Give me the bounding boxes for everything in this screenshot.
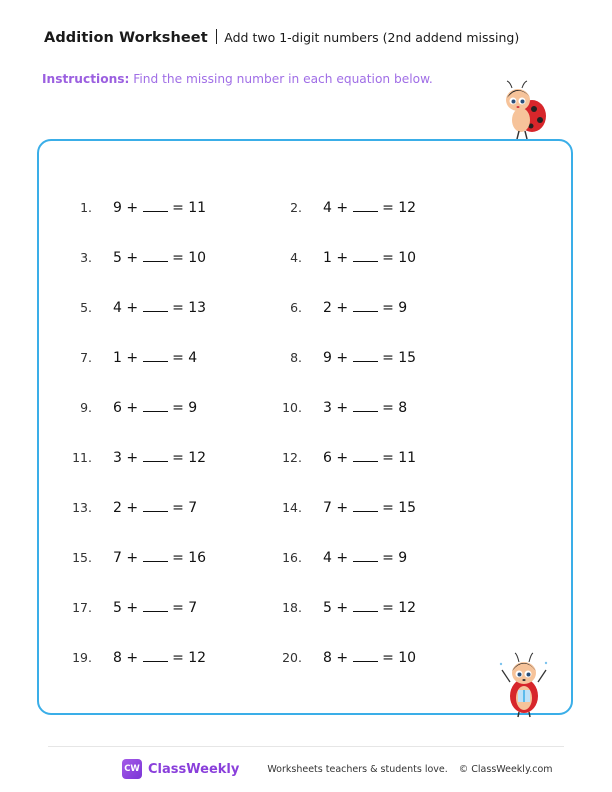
answer-blank[interactable] bbox=[143, 249, 168, 262]
answer-blank[interactable] bbox=[143, 599, 168, 612]
first-addend: 4 + bbox=[323, 550, 349, 566]
problem-item bbox=[66, 399, 197, 416]
sum: = 12 bbox=[382, 200, 417, 216]
first-addend: 7 + bbox=[113, 550, 139, 566]
problem-number: 15. bbox=[72, 550, 92, 565]
problem-item bbox=[66, 649, 206, 666]
problem-equation bbox=[113, 549, 206, 566]
footer-divider bbox=[48, 746, 564, 747]
first-addend: 5 + bbox=[113, 250, 139, 266]
first-addend: 5 + bbox=[113, 600, 139, 616]
answer-blank[interactable] bbox=[143, 549, 168, 562]
first-addend: 3 + bbox=[113, 450, 139, 466]
sum: = 13 bbox=[172, 300, 207, 316]
problem-number: 13. bbox=[72, 500, 92, 515]
problem-number: 11. bbox=[72, 450, 92, 465]
first-addend: 2 + bbox=[323, 300, 349, 316]
problem-number: 20. bbox=[282, 650, 302, 665]
problem-equation bbox=[323, 249, 416, 266]
footer-copyright: © ClassWeekly.com bbox=[458, 763, 553, 775]
problem-number: 7. bbox=[80, 350, 92, 365]
first-addend: 9 + bbox=[113, 200, 139, 216]
sum: = 12 bbox=[172, 650, 207, 666]
problem-item bbox=[66, 199, 206, 216]
sum: = 10 bbox=[172, 250, 207, 266]
problem-number: 17. bbox=[72, 600, 92, 615]
first-addend: 4 + bbox=[323, 200, 349, 216]
problem-equation bbox=[113, 599, 197, 616]
problems-box bbox=[37, 139, 573, 715]
problem-equation bbox=[113, 349, 197, 366]
worksheet-subtitle: Add two 1-digit numbers (2nd addend missing) bbox=[224, 30, 520, 45]
problem-item bbox=[66, 549, 206, 566]
problem-equation bbox=[323, 299, 407, 316]
first-addend: 2 + bbox=[113, 500, 139, 516]
problem-item bbox=[66, 299, 206, 316]
problem-number: 12. bbox=[282, 450, 302, 465]
problem-equation bbox=[113, 399, 197, 416]
sum: = 12 bbox=[382, 600, 417, 616]
instructions-label: Instructions: bbox=[42, 72, 130, 86]
sum: = 4 bbox=[172, 350, 198, 366]
answer-blank[interactable] bbox=[143, 199, 168, 212]
sum: = 9 bbox=[382, 300, 408, 316]
answer-blank[interactable] bbox=[353, 549, 378, 562]
problem-number: 6. bbox=[290, 300, 302, 315]
classweekly-logo-icon: CW bbox=[122, 759, 142, 779]
sum: = 11 bbox=[172, 200, 207, 216]
answer-blank[interactable] bbox=[353, 449, 378, 462]
first-addend: 6 + bbox=[113, 400, 139, 416]
problem-item bbox=[276, 449, 416, 466]
first-addend: 3 + bbox=[323, 400, 349, 416]
problem-number: 8. bbox=[290, 350, 302, 365]
problem-number: 5. bbox=[80, 300, 92, 315]
sum: = 8 bbox=[382, 400, 408, 416]
problem-item bbox=[276, 399, 407, 416]
title-separator bbox=[216, 29, 218, 44]
first-addend: 5 + bbox=[323, 600, 349, 616]
ladybug-thinking-icon bbox=[494, 76, 554, 140]
sum: = 16 bbox=[172, 550, 207, 566]
problem-equation bbox=[113, 249, 206, 266]
problem-item bbox=[276, 499, 416, 516]
ladybug-gift-icon bbox=[494, 650, 554, 718]
first-addend: 6 + bbox=[323, 450, 349, 466]
answer-blank[interactable] bbox=[353, 399, 378, 412]
problem-item bbox=[66, 349, 197, 366]
problem-item bbox=[276, 199, 416, 216]
answer-blank[interactable] bbox=[143, 299, 168, 312]
first-addend: 8 + bbox=[113, 650, 139, 666]
answer-blank[interactable] bbox=[143, 649, 168, 662]
worksheet-title: Addition Worksheet bbox=[44, 30, 208, 46]
sum: = 9 bbox=[172, 400, 198, 416]
answer-blank[interactable] bbox=[353, 299, 378, 312]
problem-item bbox=[276, 249, 416, 266]
problem-equation bbox=[323, 499, 416, 516]
sum: = 15 bbox=[382, 500, 417, 516]
problem-item bbox=[66, 499, 197, 516]
sum: = 15 bbox=[382, 350, 417, 366]
answer-blank[interactable] bbox=[143, 499, 168, 512]
problem-item bbox=[66, 599, 197, 616]
problem-item bbox=[276, 599, 416, 616]
problem-equation bbox=[323, 199, 416, 216]
footer bbox=[122, 759, 553, 779]
answer-blank[interactable] bbox=[353, 349, 378, 362]
sum: = 9 bbox=[382, 550, 408, 566]
first-addend: 9 + bbox=[323, 350, 349, 366]
problem-equation bbox=[323, 599, 416, 616]
answer-blank[interactable] bbox=[143, 449, 168, 462]
problem-equation bbox=[113, 299, 206, 316]
worksheet-header bbox=[44, 27, 519, 46]
problem-equation bbox=[323, 399, 407, 416]
problem-equation bbox=[113, 499, 197, 516]
problem-number: 18. bbox=[282, 600, 302, 615]
answer-blank[interactable] bbox=[353, 249, 378, 262]
sum: = 10 bbox=[382, 650, 417, 666]
problem-item bbox=[276, 649, 416, 666]
problem-equation bbox=[323, 649, 416, 666]
problem-number: 9. bbox=[80, 400, 92, 415]
sum: = 7 bbox=[172, 600, 198, 616]
sum: = 12 bbox=[172, 450, 207, 466]
problem-equation bbox=[113, 649, 206, 666]
problem-equation bbox=[323, 449, 416, 466]
problem-number: 14. bbox=[282, 500, 302, 515]
problem-number: 1. bbox=[80, 200, 92, 215]
sum: = 7 bbox=[172, 500, 198, 516]
first-addend: 1 + bbox=[323, 250, 349, 266]
answer-blank[interactable] bbox=[353, 649, 378, 662]
problem-number: 19. bbox=[72, 650, 92, 665]
problem-equation bbox=[113, 199, 206, 216]
first-addend: 7 + bbox=[323, 500, 349, 516]
answer-blank[interactable] bbox=[143, 399, 168, 412]
answer-blank[interactable] bbox=[353, 199, 378, 212]
problem-item bbox=[276, 549, 407, 566]
problem-item bbox=[66, 449, 206, 466]
answer-blank[interactable] bbox=[143, 349, 168, 362]
footer-tagline: Worksheets teachers & students love. bbox=[267, 763, 448, 775]
first-addend: 4 + bbox=[113, 300, 139, 316]
problem-equation bbox=[113, 449, 206, 466]
answer-blank[interactable] bbox=[353, 499, 378, 512]
problem-equation bbox=[323, 549, 407, 566]
first-addend: 1 + bbox=[113, 350, 139, 366]
problem-number: 16. bbox=[282, 550, 302, 565]
instructions bbox=[42, 72, 433, 86]
problem-item bbox=[276, 299, 407, 316]
answer-blank[interactable] bbox=[353, 599, 378, 612]
brand-name: ClassWeekly bbox=[148, 761, 240, 777]
problem-item bbox=[276, 349, 416, 366]
first-addend: 8 + bbox=[323, 650, 349, 666]
problem-number: 2. bbox=[290, 200, 302, 215]
problem-number: 10. bbox=[282, 400, 302, 415]
problem-number: 4. bbox=[290, 250, 302, 265]
problem-number: 3. bbox=[80, 250, 92, 265]
instructions-text: Find the missing number in each equation below. bbox=[133, 72, 433, 86]
problem-equation bbox=[323, 349, 416, 366]
problem-item bbox=[66, 249, 206, 266]
sum: = 10 bbox=[382, 250, 417, 266]
sum: = 11 bbox=[382, 450, 417, 466]
